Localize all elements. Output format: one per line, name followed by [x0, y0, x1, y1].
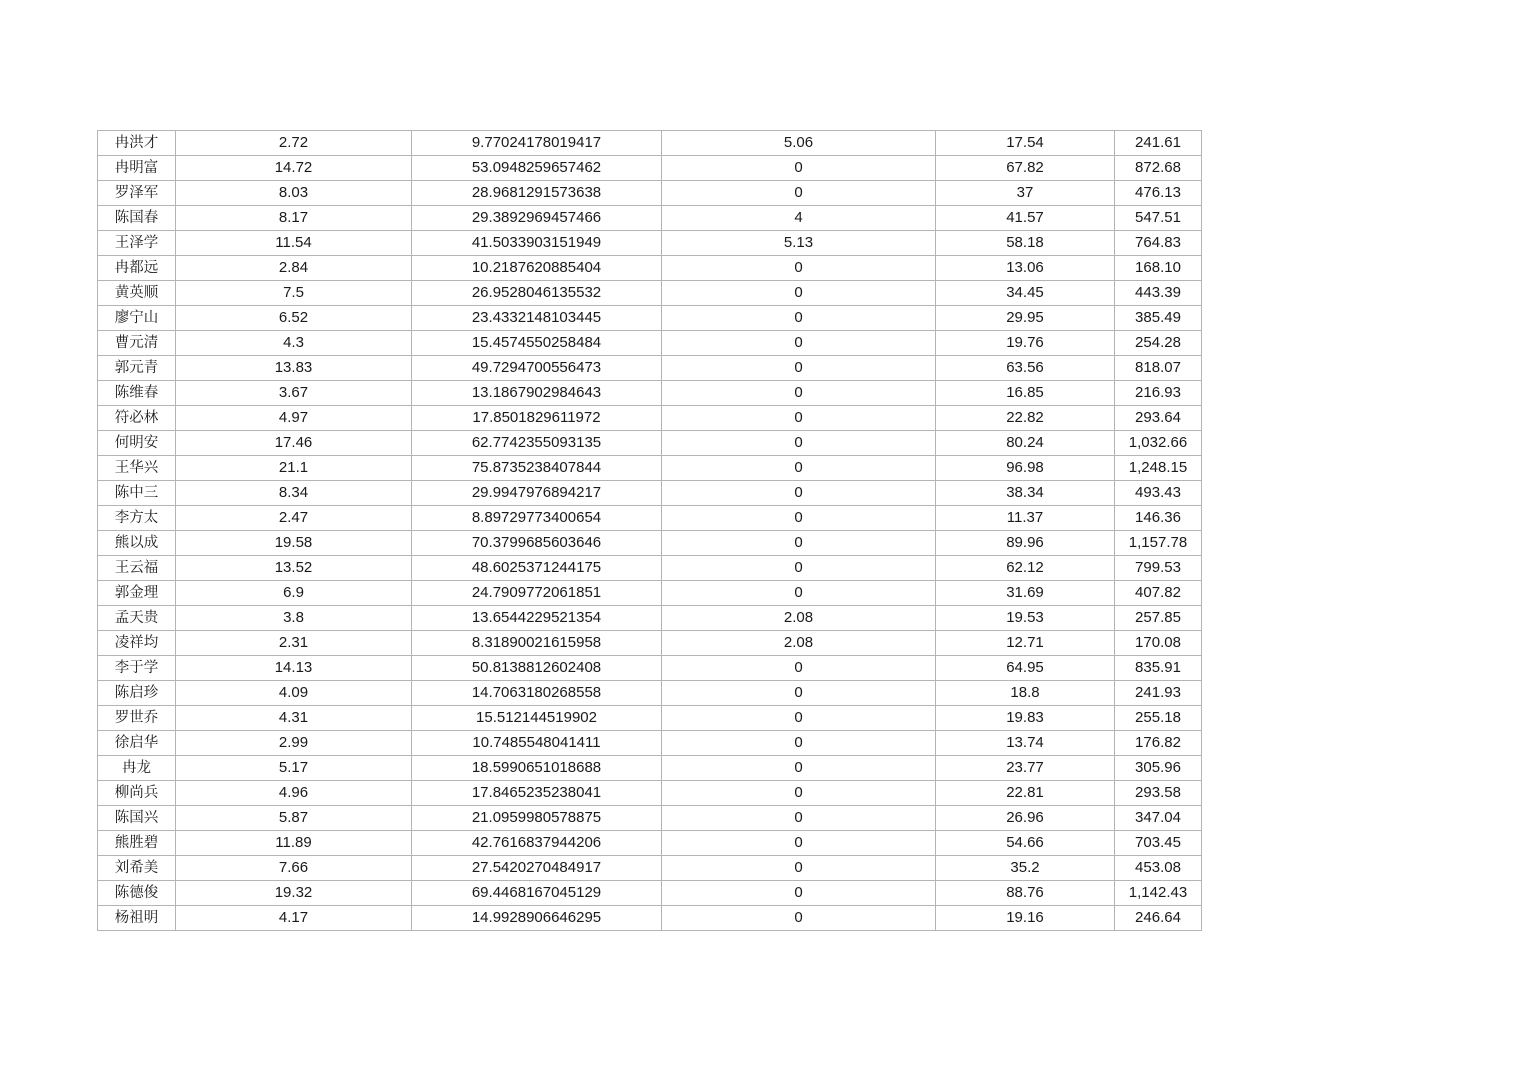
- value-cell-3: 0: [662, 856, 936, 881]
- total-cell: 170.08: [1115, 631, 1202, 656]
- value-cell-4: 29.95: [936, 306, 1115, 331]
- table-row: [98, 431, 1202, 456]
- value-cell-4: 35.2: [936, 856, 1115, 881]
- value-cell-1: 21.1: [176, 456, 412, 481]
- value-cell-1: 11.89: [176, 831, 412, 856]
- value-cell-1: 14.13: [176, 656, 412, 681]
- value-cell-2: 24.7909772061851: [412, 581, 662, 606]
- name-cell: 王华兴: [98, 456, 176, 481]
- value-cell-3: 0: [662, 881, 936, 906]
- name-cell: 王云福: [98, 556, 176, 581]
- total-cell: 764.83: [1115, 231, 1202, 256]
- table-row: [98, 256, 1202, 281]
- name-cell: 徐启华: [98, 731, 176, 756]
- table-row: [98, 506, 1202, 531]
- value-cell-1: 4.31: [176, 706, 412, 731]
- table-row: [98, 356, 1202, 381]
- value-cell-2: 29.9947976894217: [412, 481, 662, 506]
- value-cell-3: 0: [662, 281, 936, 306]
- name-cell: 柳尚兵: [98, 781, 176, 806]
- value-cell-3: 0: [662, 556, 936, 581]
- table-row: [98, 756, 1202, 781]
- table-row: [98, 206, 1202, 231]
- total-cell: 835.91: [1115, 656, 1202, 681]
- value-cell-2: 13.6544229521354: [412, 606, 662, 631]
- total-cell: 443.39: [1115, 281, 1202, 306]
- total-cell: 703.45: [1115, 831, 1202, 856]
- value-cell-4: 26.96: [936, 806, 1115, 831]
- value-cell-1: 2.72: [176, 131, 412, 156]
- value-cell-2: 75.8735238407844: [412, 456, 662, 481]
- name-cell: 熊胜碧: [98, 831, 176, 856]
- value-cell-1: 2.47: [176, 506, 412, 531]
- total-cell: 293.64: [1115, 406, 1202, 431]
- data-table: [97, 130, 1202, 931]
- name-cell: 凌祥均: [98, 631, 176, 656]
- table-row: [98, 781, 1202, 806]
- table-row: [98, 881, 1202, 906]
- value-cell-1: 4.09: [176, 681, 412, 706]
- value-cell-1: 4.17: [176, 906, 412, 931]
- value-cell-2: 62.7742355093135: [412, 431, 662, 456]
- value-cell-4: 22.81: [936, 781, 1115, 806]
- name-cell: 冉龙: [98, 756, 176, 781]
- value-cell-2: 26.9528046135532: [412, 281, 662, 306]
- total-cell: 385.49: [1115, 306, 1202, 331]
- value-cell-1: 19.58: [176, 531, 412, 556]
- value-cell-1: 8.17: [176, 206, 412, 231]
- value-cell-1: 11.54: [176, 231, 412, 256]
- value-cell-2: 28.9681291573638: [412, 181, 662, 206]
- value-cell-4: 19.53: [936, 606, 1115, 631]
- total-cell: 476.13: [1115, 181, 1202, 206]
- total-cell: 216.93: [1115, 381, 1202, 406]
- table-row: [98, 331, 1202, 356]
- total-cell: 453.08: [1115, 856, 1202, 881]
- value-cell-2: 70.3799685603646: [412, 531, 662, 556]
- value-cell-2: 42.7616837944206: [412, 831, 662, 856]
- value-cell-1: 7.66: [176, 856, 412, 881]
- value-cell-3: 0: [662, 681, 936, 706]
- table-row: [98, 531, 1202, 556]
- value-cell-2: 18.5990651018688: [412, 756, 662, 781]
- value-cell-1: 4.96: [176, 781, 412, 806]
- value-cell-1: 13.52: [176, 556, 412, 581]
- table-row: [98, 456, 1202, 481]
- table-row: [98, 656, 1202, 681]
- value-cell-3: 0: [662, 581, 936, 606]
- name-cell: 冉明富: [98, 156, 176, 181]
- value-cell-3: 0: [662, 331, 936, 356]
- table-row: [98, 906, 1202, 931]
- name-cell: 王泽学: [98, 231, 176, 256]
- name-cell: 李方太: [98, 506, 176, 531]
- table-row: [98, 806, 1202, 831]
- value-cell-1: 2.31: [176, 631, 412, 656]
- name-cell: 何明安: [98, 431, 176, 456]
- total-cell: 293.58: [1115, 781, 1202, 806]
- value-cell-4: 38.34: [936, 481, 1115, 506]
- value-cell-3: 0: [662, 706, 936, 731]
- value-cell-3: 4: [662, 206, 936, 231]
- total-cell: 347.04: [1115, 806, 1202, 831]
- total-cell: 176.82: [1115, 731, 1202, 756]
- value-cell-4: 96.98: [936, 456, 1115, 481]
- value-cell-2: 49.7294700556473: [412, 356, 662, 381]
- name-cell: 陈维春: [98, 381, 176, 406]
- value-cell-1: 4.97: [176, 406, 412, 431]
- value-cell-4: 89.96: [936, 531, 1115, 556]
- total-cell: 1,032.66: [1115, 431, 1202, 456]
- value-cell-4: 34.45: [936, 281, 1115, 306]
- value-cell-2: 15.512144519902: [412, 706, 662, 731]
- value-cell-4: 37: [936, 181, 1115, 206]
- value-cell-2: 17.8465235238041: [412, 781, 662, 806]
- value-cell-3: 0: [662, 906, 936, 931]
- value-cell-4: 31.69: [936, 581, 1115, 606]
- table-row: [98, 131, 1202, 156]
- name-cell: 陈启珍: [98, 681, 176, 706]
- table-row: [98, 156, 1202, 181]
- value-cell-4: 88.76: [936, 881, 1115, 906]
- value-cell-2: 53.0948259657462: [412, 156, 662, 181]
- value-cell-2: 9.77024178019417: [412, 131, 662, 156]
- value-cell-1: 4.3: [176, 331, 412, 356]
- name-cell: 冉都远: [98, 256, 176, 281]
- value-cell-3: 0: [662, 381, 936, 406]
- value-cell-3: 0: [662, 156, 936, 181]
- value-cell-3: 0: [662, 781, 936, 806]
- total-cell: 246.64: [1115, 906, 1202, 931]
- value-cell-3: 0: [662, 506, 936, 531]
- table-row: [98, 281, 1202, 306]
- table-row: [98, 856, 1202, 881]
- value-cell-4: 11.37: [936, 506, 1115, 531]
- name-cell: 郭金理: [98, 581, 176, 606]
- value-cell-3: 0: [662, 756, 936, 781]
- value-cell-3: 5.06: [662, 131, 936, 156]
- value-cell-1: 8.03: [176, 181, 412, 206]
- total-cell: 255.18: [1115, 706, 1202, 731]
- total-cell: 1,248.15: [1115, 456, 1202, 481]
- table-row: [98, 581, 1202, 606]
- value-cell-1: 17.46: [176, 431, 412, 456]
- value-cell-3: 5.13: [662, 231, 936, 256]
- value-cell-3: 0: [662, 256, 936, 281]
- value-cell-2: 29.3892969457466: [412, 206, 662, 231]
- table-row: [98, 606, 1202, 631]
- value-cell-2: 41.5033903151949: [412, 231, 662, 256]
- value-cell-2: 13.1867902984643: [412, 381, 662, 406]
- table-row: [98, 831, 1202, 856]
- value-cell-3: 0: [662, 656, 936, 681]
- table-body: [98, 131, 1202, 931]
- value-cell-4: 17.54: [936, 131, 1115, 156]
- value-cell-3: 2.08: [662, 631, 936, 656]
- name-cell: 陈德俊: [98, 881, 176, 906]
- name-cell: 孟天贵: [98, 606, 176, 631]
- value-cell-4: 18.8: [936, 681, 1115, 706]
- value-cell-3: 0: [662, 456, 936, 481]
- value-cell-1: 6.52: [176, 306, 412, 331]
- name-cell: 刘希美: [98, 856, 176, 881]
- total-cell: 241.93: [1115, 681, 1202, 706]
- table-row: [98, 406, 1202, 431]
- value-cell-3: 0: [662, 481, 936, 506]
- value-cell-3: 0: [662, 181, 936, 206]
- value-cell-4: 67.82: [936, 156, 1115, 181]
- value-cell-3: 0: [662, 431, 936, 456]
- value-cell-3: 0: [662, 306, 936, 331]
- total-cell: 872.68: [1115, 156, 1202, 181]
- name-cell: 熊以成: [98, 531, 176, 556]
- total-cell: 241.61: [1115, 131, 1202, 156]
- value-cell-1: 3.8: [176, 606, 412, 631]
- value-cell-2: 15.4574550258484: [412, 331, 662, 356]
- value-cell-2: 14.7063180268558: [412, 681, 662, 706]
- value-cell-1: 8.34: [176, 481, 412, 506]
- value-cell-2: 48.6025371244175: [412, 556, 662, 581]
- name-cell: 杨祖明: [98, 906, 176, 931]
- value-cell-2: 27.5420270484917: [412, 856, 662, 881]
- name-cell: 罗泽军: [98, 181, 176, 206]
- value-cell-4: 54.66: [936, 831, 1115, 856]
- total-cell: 547.51: [1115, 206, 1202, 231]
- value-cell-3: 2.08: [662, 606, 936, 631]
- value-cell-2: 50.8138812602408: [412, 656, 662, 681]
- total-cell: 1,157.78: [1115, 531, 1202, 556]
- table-row: [98, 481, 1202, 506]
- value-cell-1: 5.17: [176, 756, 412, 781]
- total-cell: 818.07: [1115, 356, 1202, 381]
- name-cell: 冉洪才: [98, 131, 176, 156]
- value-cell-2: 21.0959980578875: [412, 806, 662, 831]
- name-cell: 陈国春: [98, 206, 176, 231]
- name-cell: 罗世乔: [98, 706, 176, 731]
- total-cell: 146.36: [1115, 506, 1202, 531]
- value-cell-4: 63.56: [936, 356, 1115, 381]
- total-cell: 493.43: [1115, 481, 1202, 506]
- name-cell: 郭元青: [98, 356, 176, 381]
- value-cell-4: 13.06: [936, 256, 1115, 281]
- value-cell-1: 13.83: [176, 356, 412, 381]
- value-cell-2: 10.2187620885404: [412, 256, 662, 281]
- value-cell-4: 19.76: [936, 331, 1115, 356]
- name-cell: 曹元清: [98, 331, 176, 356]
- total-cell: 407.82: [1115, 581, 1202, 606]
- value-cell-3: 0: [662, 806, 936, 831]
- name-cell: 陈中三: [98, 481, 176, 506]
- value-cell-4: 64.95: [936, 656, 1115, 681]
- name-cell: 李于学: [98, 656, 176, 681]
- value-cell-4: 13.74: [936, 731, 1115, 756]
- table-row: [98, 306, 1202, 331]
- value-cell-1: 6.9: [176, 581, 412, 606]
- table-row: [98, 381, 1202, 406]
- value-cell-4: 62.12: [936, 556, 1115, 581]
- value-cell-3: 0: [662, 531, 936, 556]
- value-cell-1: 3.67: [176, 381, 412, 406]
- value-cell-1: 19.32: [176, 881, 412, 906]
- value-cell-3: 0: [662, 731, 936, 756]
- table-row: [98, 556, 1202, 581]
- name-cell: 符必林: [98, 406, 176, 431]
- value-cell-4: 41.57: [936, 206, 1115, 231]
- value-cell-1: 7.5: [176, 281, 412, 306]
- value-cell-4: 22.82: [936, 406, 1115, 431]
- value-cell-2: 14.9928906646295: [412, 906, 662, 931]
- total-cell: 168.10: [1115, 256, 1202, 281]
- value-cell-4: 16.85: [936, 381, 1115, 406]
- name-cell: 黄英顺: [98, 281, 176, 306]
- total-cell: 254.28: [1115, 331, 1202, 356]
- value-cell-1: 14.72: [176, 156, 412, 181]
- value-cell-4: 19.16: [936, 906, 1115, 931]
- table-row: [98, 181, 1202, 206]
- value-cell-3: 0: [662, 831, 936, 856]
- value-cell-3: 0: [662, 406, 936, 431]
- value-cell-3: 0: [662, 356, 936, 381]
- value-cell-2: 10.7485548041411: [412, 731, 662, 756]
- value-cell-2: 17.8501829611972: [412, 406, 662, 431]
- value-cell-4: 19.83: [936, 706, 1115, 731]
- table-row: [98, 731, 1202, 756]
- table-row: [98, 631, 1202, 656]
- total-cell: 799.53: [1115, 556, 1202, 581]
- name-cell: 廖宁山: [98, 306, 176, 331]
- total-cell: 257.85: [1115, 606, 1202, 631]
- value-cell-2: 69.4468167045129: [412, 881, 662, 906]
- value-cell-1: 2.84: [176, 256, 412, 281]
- value-cell-2: 23.4332148103445: [412, 306, 662, 331]
- value-cell-4: 23.77: [936, 756, 1115, 781]
- table-row: [98, 706, 1202, 731]
- value-cell-4: 80.24: [936, 431, 1115, 456]
- value-cell-4: 58.18: [936, 231, 1115, 256]
- value-cell-2: 8.89729773400654: [412, 506, 662, 531]
- table-row: [98, 681, 1202, 706]
- name-cell: 陈国兴: [98, 806, 176, 831]
- value-cell-2: 8.31890021615958: [412, 631, 662, 656]
- total-cell: 1,142.43: [1115, 881, 1202, 906]
- value-cell-1: 2.99: [176, 731, 412, 756]
- value-cell-4: 12.71: [936, 631, 1115, 656]
- table-row: [98, 231, 1202, 256]
- value-cell-1: 5.87: [176, 806, 412, 831]
- total-cell: 305.96: [1115, 756, 1202, 781]
